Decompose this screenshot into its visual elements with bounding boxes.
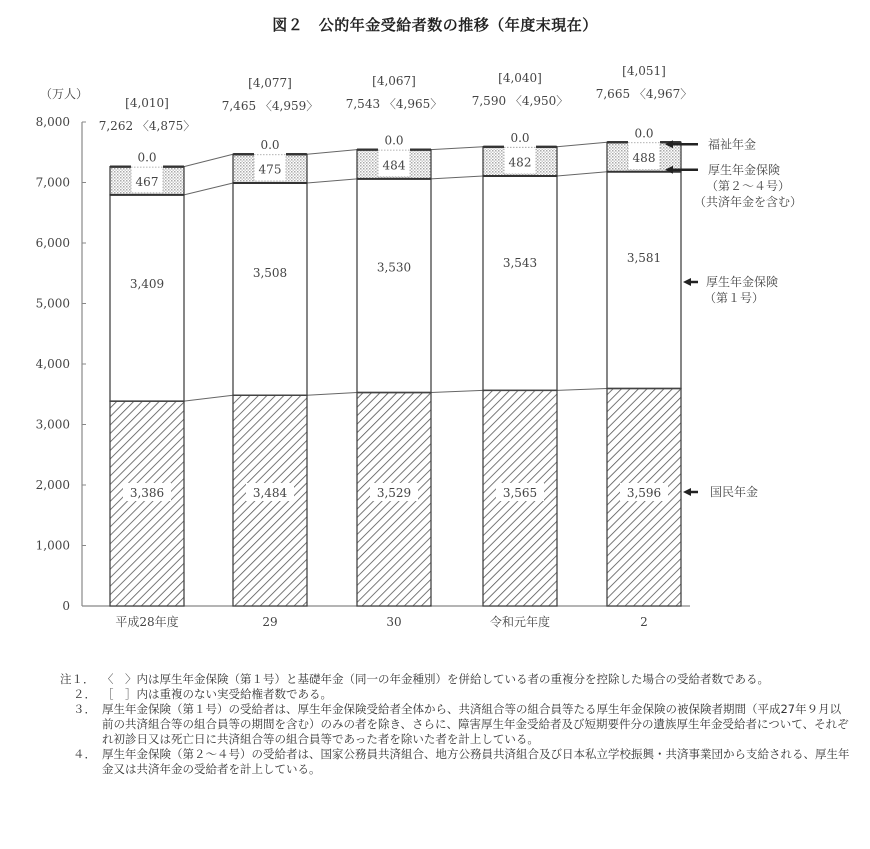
- y-tick-label: 6,000: [35, 236, 70, 250]
- unique-total-label: [4,051]: [622, 64, 666, 78]
- total-label: 7,465 〈4,959〉: [221, 99, 319, 113]
- legend-label: （第１号）: [704, 291, 765, 305]
- unique-total-label: [4,077]: [248, 76, 292, 90]
- value-label-fukushi: 0.0: [634, 126, 654, 141]
- total-label: 7,665 〈4,967〉: [595, 87, 693, 101]
- footnote-text: 〈 〉内は厚生年金保険（第１号）と基礎年金（同一の年金種別）を併給している者の重複分を控除した場合の受給者数である。: [102, 672, 769, 686]
- y-tick-label: 2,000: [35, 478, 70, 492]
- legend-label: 福祉年金: [708, 137, 757, 152]
- unique-total-label: [4,067]: [372, 74, 416, 88]
- x-category-label: 29: [262, 615, 278, 629]
- unique-total-label: [4,040]: [498, 71, 542, 85]
- value-label-kokumin: 3,596: [626, 486, 662, 500]
- y-tick-label: 5,000: [35, 296, 70, 311]
- footnote-text: 厚生年金保険（第２～４号）の受給者は、国家公務員共済組合、地方公務員共済組合及び日本私立学校振興・共済事業団から支給される、厚生年金又は共済年金の受給者を計上している。: [102, 747, 850, 776]
- bar-segment-kokumin: [110, 401, 184, 606]
- legend-label: （共済年金を含む）: [694, 194, 803, 209]
- total-label: 7,543 〈4,965〉: [345, 97, 443, 111]
- x-category-label: 30: [386, 615, 402, 629]
- bar-segment-kosei-1: [110, 195, 184, 401]
- footnotes: [60, 672, 850, 777]
- value-label-kosei-1: 3,543: [502, 256, 538, 271]
- value-label-kosei-1: 3,508: [252, 266, 288, 281]
- value-label-kosei-1: 3,409: [129, 277, 165, 292]
- footnote-1: [60, 672, 850, 687]
- y-tick-label: 4,000: [35, 357, 70, 371]
- legend-label: 厚生年金保険: [706, 275, 779, 289]
- value-label-fukushi: 0.0: [384, 133, 404, 148]
- legend-label: 国民年金: [710, 485, 759, 499]
- y-axis-unit: （万人）: [40, 87, 89, 101]
- value-label-kosei-2-4: 482: [508, 155, 532, 170]
- value-label-kosei-2-4: 475: [258, 162, 282, 177]
- y-tick-label: 7,000: [35, 175, 70, 190]
- footnote-4: [60, 747, 850, 777]
- x-category-label: 令和元年度: [489, 615, 551, 629]
- legend-annotations: [665, 136, 802, 499]
- x-category-label: 2: [640, 615, 648, 629]
- y-tick-label: 1,000: [35, 538, 70, 553]
- total-label: 7,590 〈4,950〉: [471, 94, 569, 108]
- y-tick-label: 3,000: [35, 417, 70, 432]
- value-label-fukushi: 0.0: [510, 130, 530, 145]
- value-label-kosei-1: 3,530: [376, 260, 412, 275]
- bar-segment-kosei-1: [233, 183, 307, 395]
- unique-total-label: [4,010]: [125, 96, 169, 110]
- footnote-number: ４．: [73, 747, 96, 761]
- bar-segment-kosei-1: [607, 172, 681, 389]
- arrow-head-icon: [683, 488, 691, 496]
- footnote-text: 厚生年金保険（第１号）の受給者は、厚生年金保険受給者全体から、共済組合等の組合員等たる厚生年金保険の被保険者期間（平成27年９月以前の共済組合等の組合員等の期間を含む）のみの者を除き、さらに、障害厚生年金受給者及び短期要件分の遺族厚生年金受給者について、それぞれ初診日又は死亡日に共済組合等の組合員等であった者を除いた者を計上している。: [102, 702, 849, 746]
- legend-label: 厚生年金保険: [708, 162, 781, 177]
- value-label-kokumin: 3,565: [502, 486, 538, 500]
- bar-segment-kosei-1: [483, 176, 557, 390]
- value-label-kosei-1: 3,581: [626, 251, 662, 266]
- footnote-2: [60, 687, 850, 702]
- footnote-number: 注１．: [60, 672, 95, 686]
- footnote-number: ２．: [73, 687, 96, 701]
- y-tick-label: 8,000: [35, 115, 70, 129]
- value-label-fukushi: 0.0: [260, 138, 280, 153]
- legend-label: （第２～４号）: [706, 178, 791, 193]
- value-label-kokumin: 3,529: [376, 486, 412, 500]
- x-category-label: 平成28年度: [115, 615, 179, 629]
- value-label-kosei-2-4: 488: [632, 151, 656, 166]
- chart-title: 図２ 公的年金受給者数の推移（年度末現在）: [272, 16, 598, 34]
- footnote-3: [60, 702, 850, 747]
- y-tick-label: 0: [62, 599, 70, 613]
- footnote-number: ３．: [73, 702, 96, 716]
- value-label-kokumin: 3,484: [252, 486, 288, 500]
- value-label-kokumin: 3,386: [129, 486, 165, 500]
- bar-segment-kosei-1: [357, 179, 431, 393]
- value-label-kosei-2-4: 484: [382, 158, 406, 173]
- value-label-fukushi: 0.0: [137, 150, 157, 165]
- value-label-kosei-2-4: 467: [135, 174, 159, 189]
- arrow-head-icon: [683, 278, 691, 286]
- total-label: 7,262 〈4,875〉: [98, 119, 196, 133]
- footnote-text: ［ ］内は重複のない実受給権者数である。: [102, 687, 332, 701]
- bars: [110, 142, 681, 606]
